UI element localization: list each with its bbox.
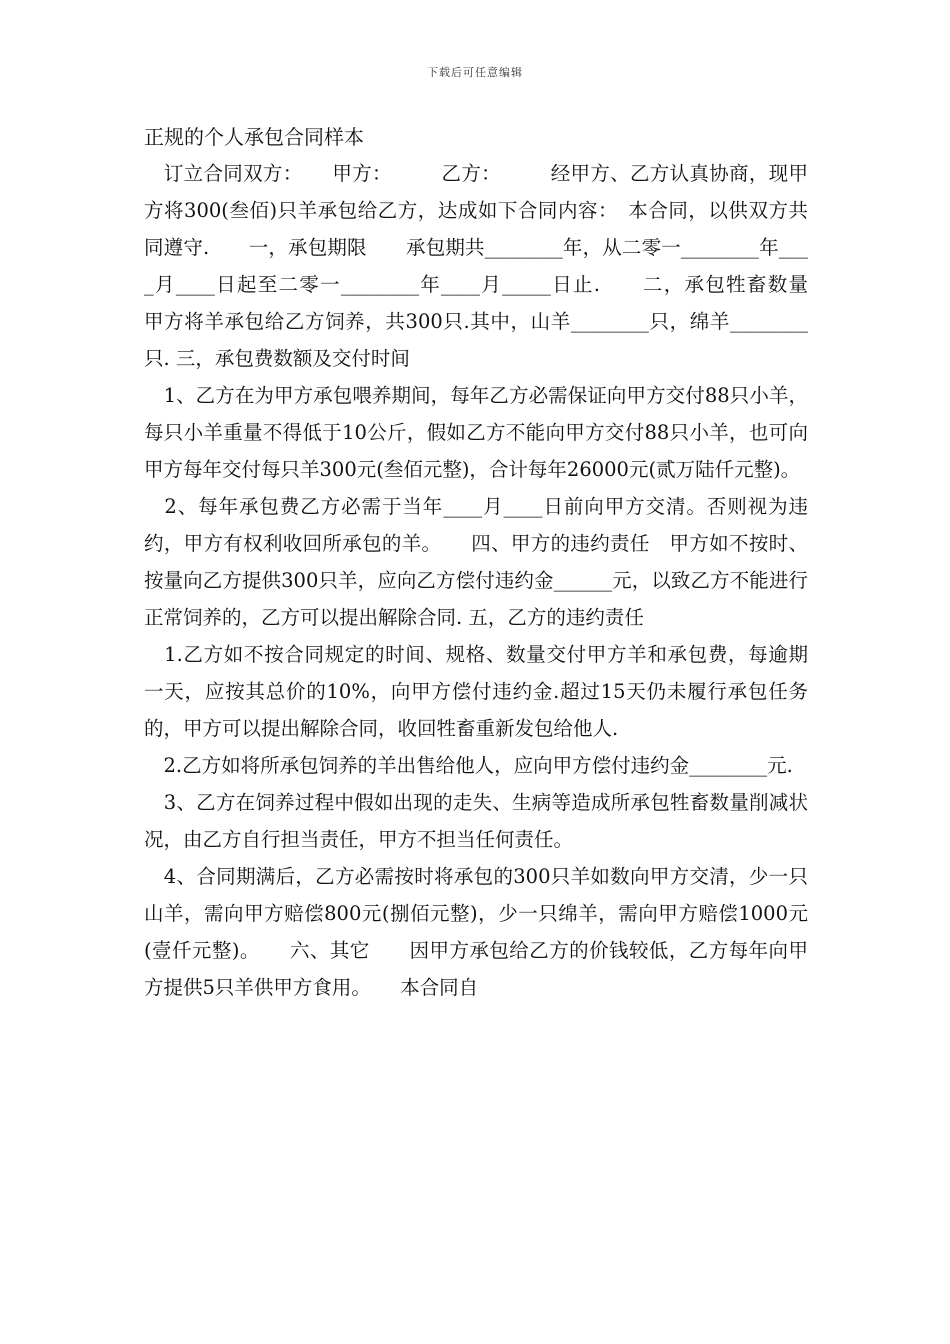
page-header-note: 下载后可任意编辑 xyxy=(427,66,523,79)
document-body xyxy=(144,155,848,1006)
paragraph-clause-5-1: 1.乙方如不按合同规定的时间、规格、数量交付甲方羊和承包费，每逾期 一天，应按其总价的10%，向甲方偿付违约金.超过15天仍未履行承包任务的，甲方可以提出解除合同，收回牲畜重新发包给他人. xyxy=(144,643,808,740)
paragraph-clause-5-2: 2.乙方如将所承包饲养的羊出售给他人，应向甲方偿付违约金________元. xyxy=(144,754,793,777)
paragraph-clause-3-2: 2、每年承包费乙方必需于当年____月____日前向甲方交清。否则视为违约，甲方有权利收回所承包的羊。 四、甲方的违约责任 甲方如不按时、按量向乙方提供300只羊，应向乙方偿付违约金______元，以致乙方不能进行正常饲养的，乙方可以提出解除合同. 五，乙方的违约责任 xyxy=(144,495,808,629)
document-title: 正规的个人承包合同样本 xyxy=(144,125,364,149)
paragraph-clause-3-1: 1、乙方在为甲方承包喂养期间，每年乙方必需保证向甲方交付88只小羊，每只小羊重量不得低于10公斤，假如乙方不能向甲方交付88只小羊，也可向甲方每年交付每只羊300元(叁佰元整)，合计每年26000元(贰万陆仟元整)。 xyxy=(144,384,808,481)
paragraph-intro: 订立合同双方： 甲方： 乙方： 经甲方、乙方认真协商，现甲方将300(叁佰)只羊承包给乙方，达成如下合同内容： 本合同，以供双方共同遵守. 一，承包期限 承包期共________年，从二零一________年____月____日起至二零一________年____月_____日止. 二，承包牲畜数量 甲方将羊承包给乙方饲养，共300只.其中，山羊________只，绵羊________只. 三，承包费数额及交付时间 xyxy=(144,162,848,370)
paragraph-clause-5-3: 3、乙方在饲养过程中假如出现的走失、生病等造成所承包牲畜数量削减状况，由乙方自行担当责任，甲方不担当任何责任。 xyxy=(144,791,808,851)
paragraph-clause-5-4: 4、合同期满后，乙方必需按时将承包的300只羊如数向甲方交清，少一只山羊，需向甲方赔偿800元(捌佰元整)，少一只绵羊，需向甲方赔偿1000元(壹仟元整)。 六、其它 因甲方承包给乙方的价钱较低，乙方每年向甲方提供5只羊供甲方食用。 本合同自 xyxy=(144,865,808,999)
